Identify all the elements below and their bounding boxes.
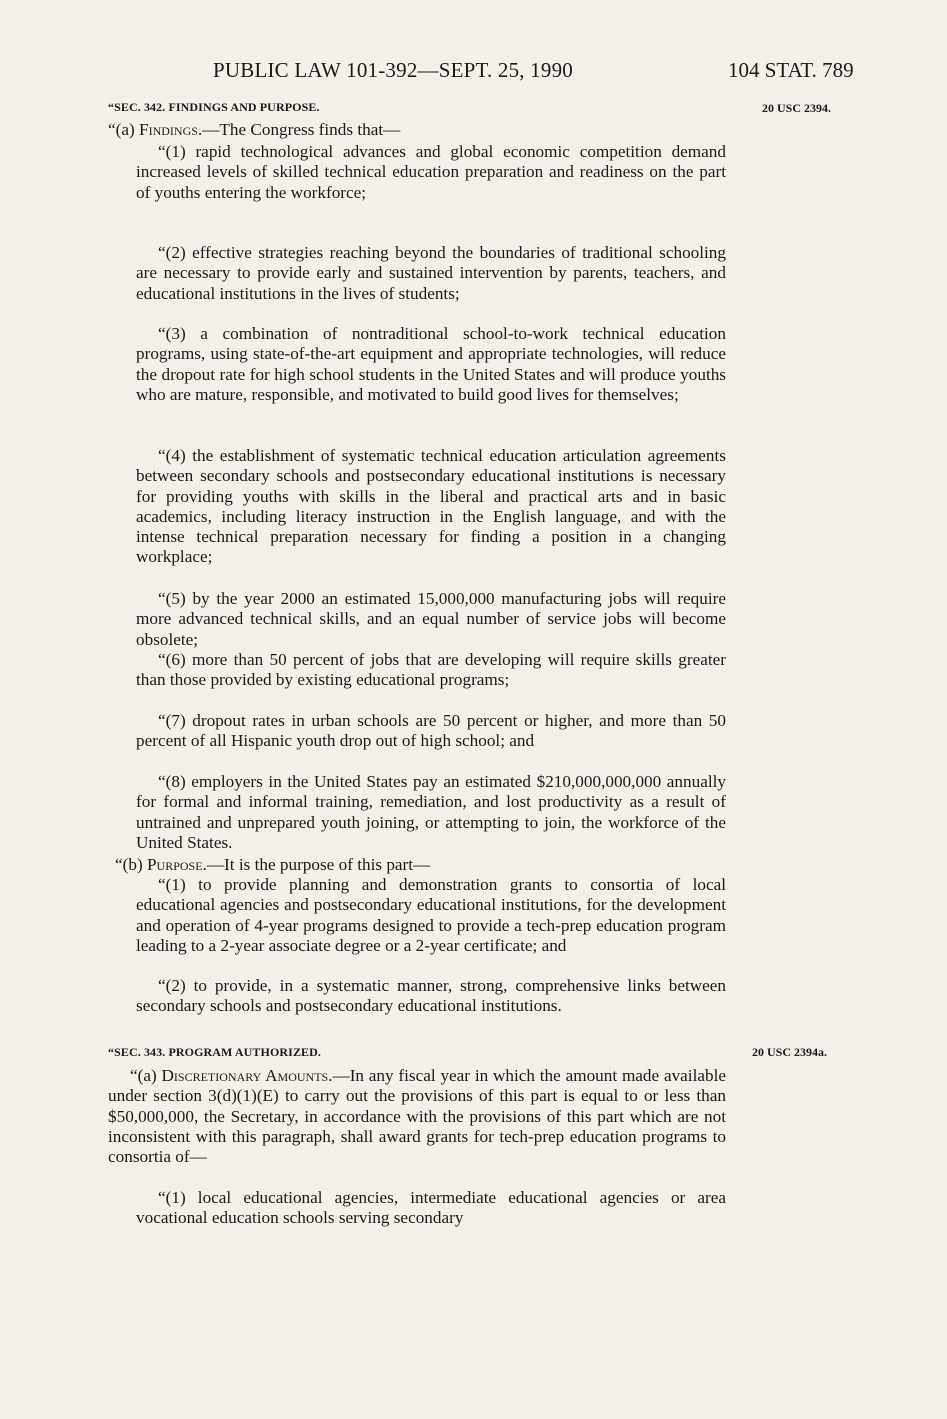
findings-heading: “(a) Findings.—The Congress finds that— <box>108 120 401 139</box>
consortia-item-text: “(1) local educational agencies, intermediate educational agencies or area vocational education schools serving secondary <box>136 1188 726 1228</box>
margin-citation-342: 20 USC 2394. <box>762 101 832 115</box>
purpose-item: “(1) to provide planning and demonstration grants to consortia of local educational agencies and postsecondary educational institutions, for the development and operation of 4-year programs designed to provide a tech-prep education program leading to a 2-year associate degree or a 2-year certificate; and <box>136 875 726 955</box>
section-343-heading: “SEC. 343. PROGRAM AUTHORIZED. <box>108 1045 322 1059</box>
section-342-heading: “SEC. 342. FINDINGS AND PURPOSE. <box>108 100 320 114</box>
purpose-list <box>136 875 726 1017</box>
running-head: PUBLIC LAW 101-392—SEPT. 25, 1990 <box>213 58 573 82</box>
purpose-heading: “(b) Purpose.—It is the purpose of this part— <box>115 855 431 874</box>
finding-item: “(8) employers in the United States pay an estimated $210,000,000,000 annually for formal and informal training, remediation, and lost productivity as a result of untrained and unprepared youth joining, or attempting to join, the workforce of the United States. <box>136 772 726 852</box>
page-header <box>0 58 947 88</box>
discretionary-amounts-subsection <box>108 1066 726 1167</box>
stat-page-number: 104 STAT. 789 <box>728 58 854 82</box>
finding-item: “(2) effective strategies reaching beyond the boundaries of traditional schooling are necessary to provide early and sustained intervention by parents, teachers, and educational institutions in the lives of students; <box>136 243 726 303</box>
margin-citation-343: 20 USC 2394a. <box>752 1045 828 1059</box>
consortia-item-1 <box>136 1188 726 1229</box>
finding-item: “(1) rapid technological advances and global economic competition demand increased levels of skilled technical education preparation and readiness on the part of youths entering the workforce; <box>136 142 726 202</box>
purpose-subsection <box>115 855 726 875</box>
finding-item: “(3) a combination of nontraditional school-to-work technical education programs, using state-of-the-art equipment and appropriate technologies, will reduce the dropout rate for high school students in the United States and will produce youths who are mature, responsible, and motivated to build good lives for themselves; <box>136 324 726 404</box>
finding-item: “(7) dropout rates in urban schools are 50 percent or higher, and more than 50 percent of all Hispanic youth drop out of high school; and <box>136 711 726 751</box>
finding-item: “(5) by the year 2000 an estimated 15,000,000 manufacturing jobs will require more advanced technical skills, and an equal number of service jobs will become obsolete; <box>136 589 726 649</box>
finding-item: “(4) the establishment of systematic technical education articulation agreements between secondary schools and postsecondary educational institutions is necessary for providing youths with skills in the liberal and practical arts and in basic academics, including literacy instruction in the English language, and with the intense technical preparation necessary for finding a position in a changing workplace; <box>136 446 726 567</box>
findings-subsection <box>108 120 726 140</box>
purpose-item: “(2) to provide, in a systematic manner, strong, comprehensive links between secondary schools and postsecondary educational institutions. <box>136 976 726 1016</box>
discretionary-amounts-text: “(a) Discretionary Amounts.—In any fiscal year in which the amount made available under section 3(d)(1)(E) to carry out the provisions of this part is equal to or less than $50,000,000, the Secretary, in accordance with the provisions of this part which are not inconsistent with this paragraph, shall award grants for tech-prep education programs to consortia of— <box>108 1066 726 1167</box>
finding-item: “(6) more than 50 percent of jobs that are developing will require skills greater than those provided by existing educational programs; <box>136 650 726 690</box>
findings-list <box>136 142 726 873</box>
